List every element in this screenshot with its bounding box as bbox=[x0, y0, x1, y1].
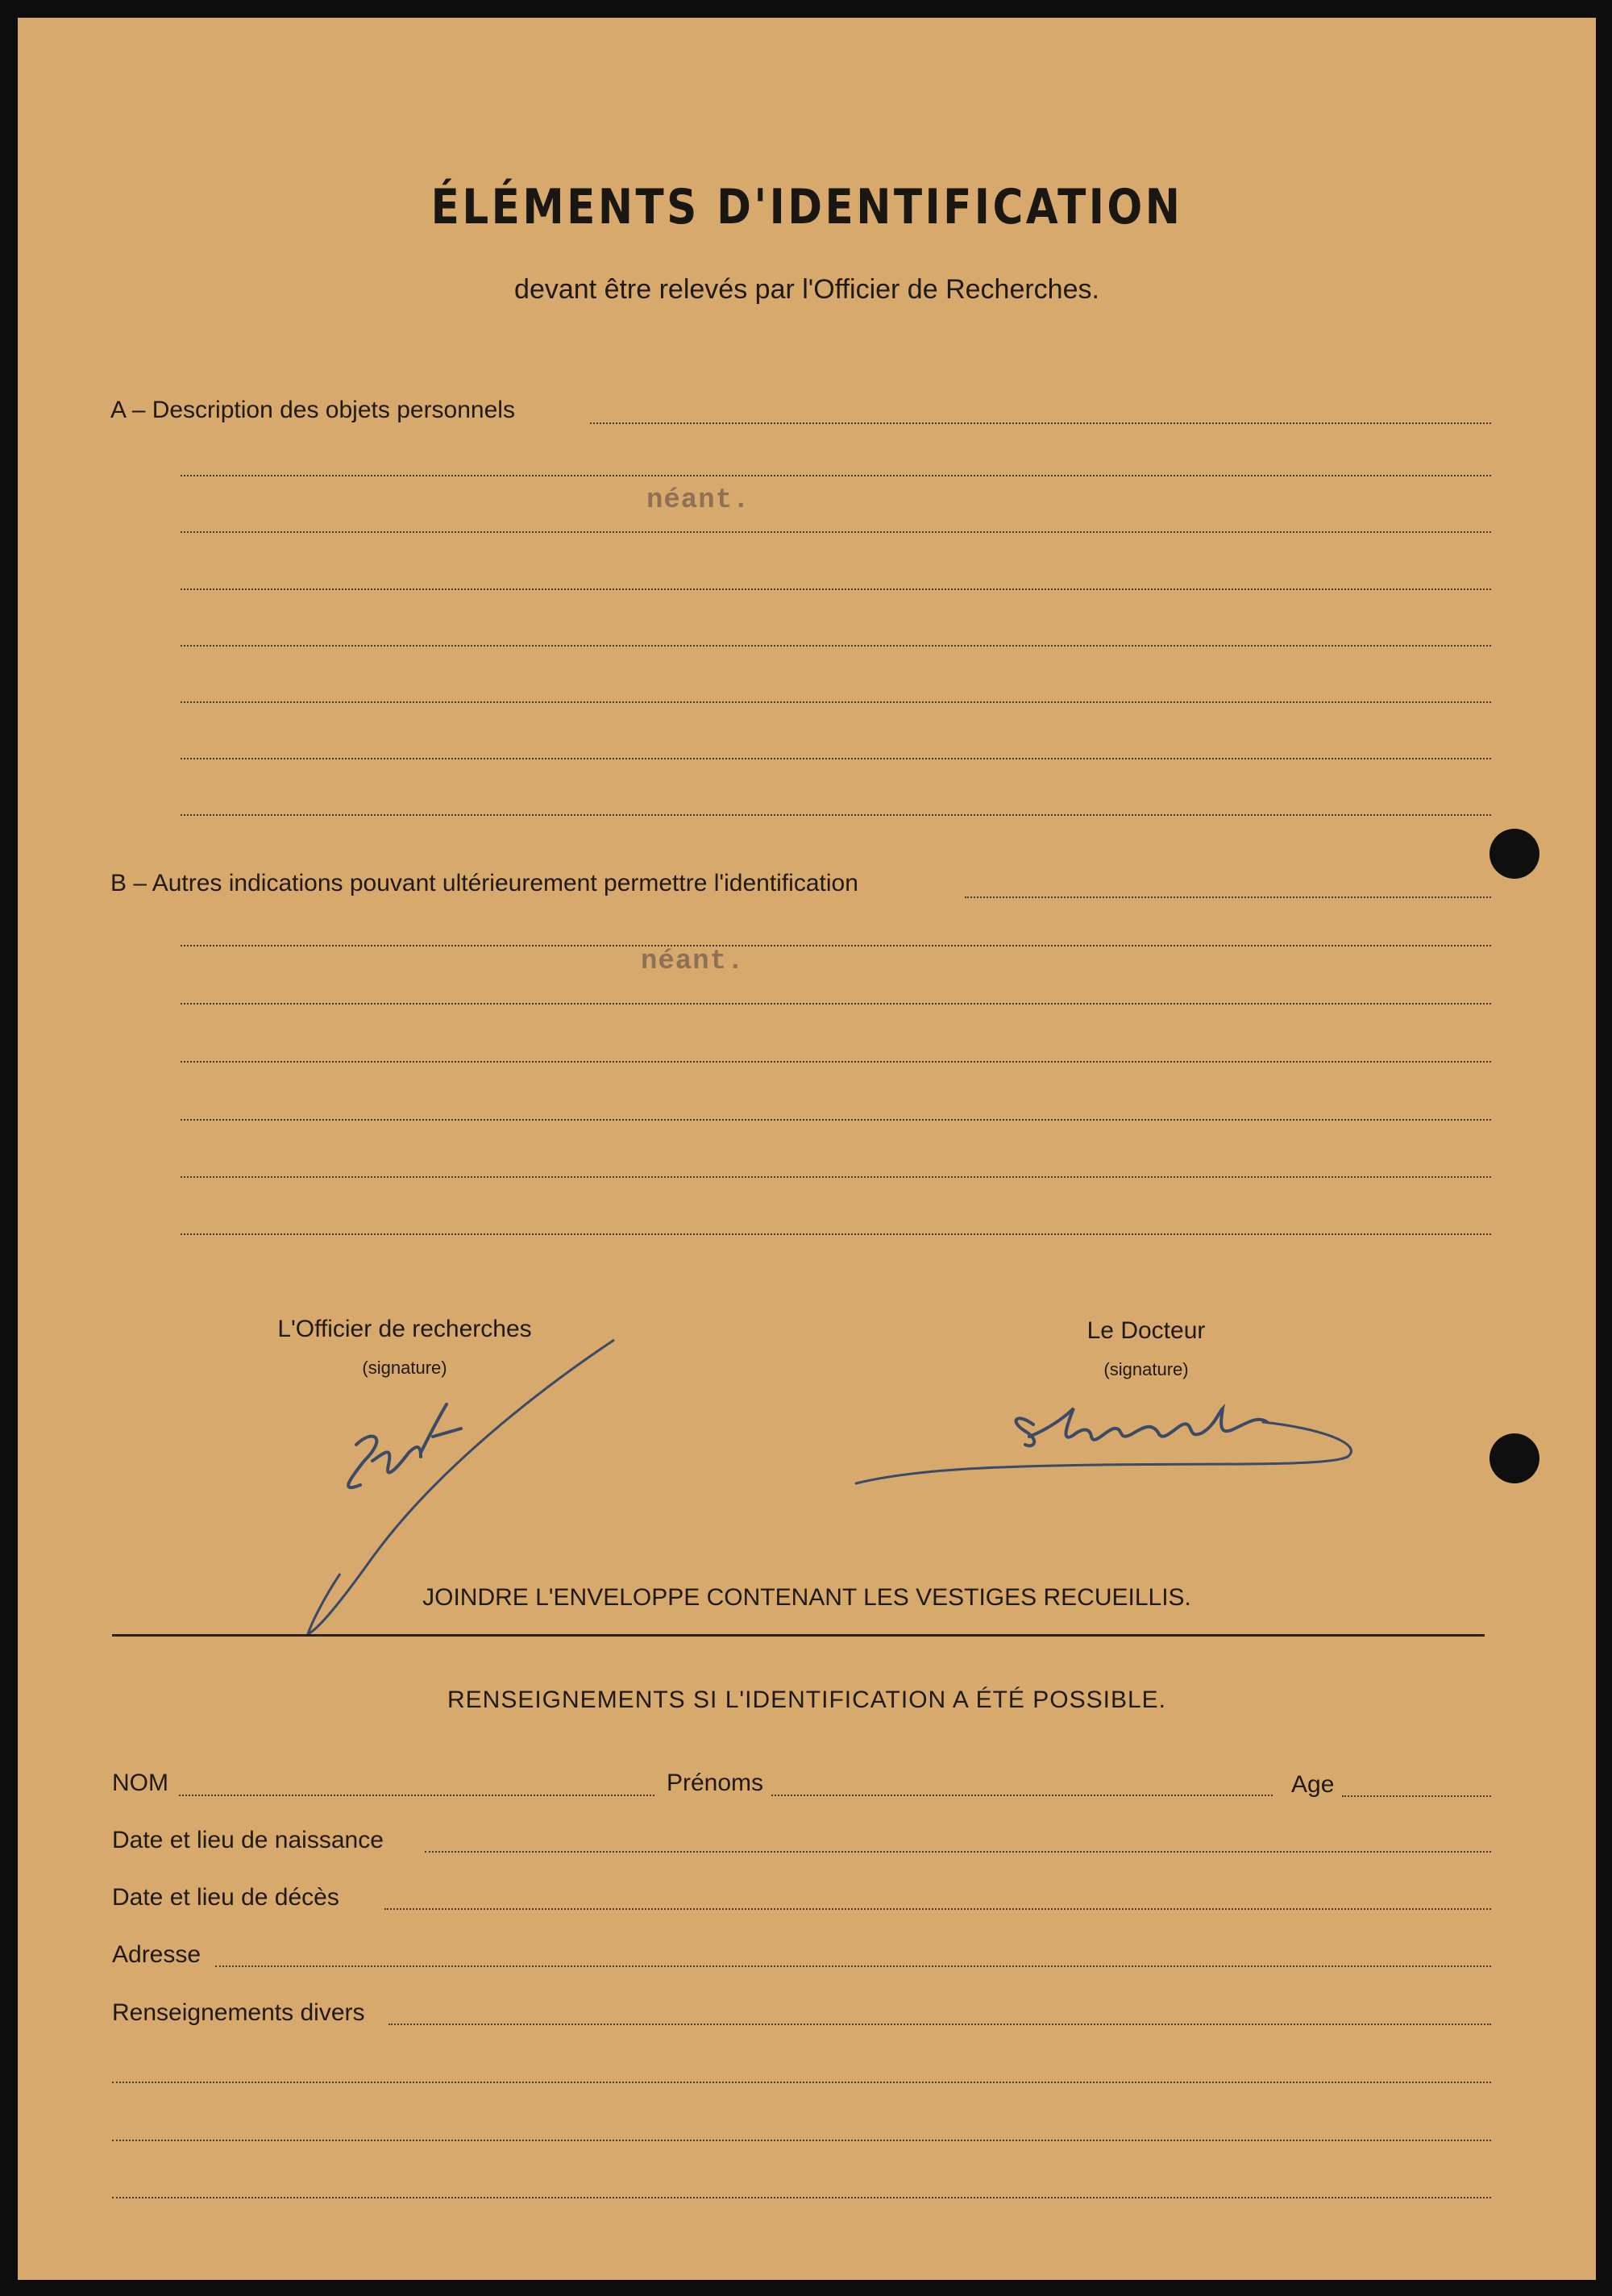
divers-field-1[interactable] bbox=[388, 2024, 1491, 2025]
age-label: Age bbox=[1291, 1771, 1335, 1798]
section-a-line-4[interactable] bbox=[181, 589, 1491, 590]
doctor-signature-caption: (signature) bbox=[1103, 1359, 1189, 1379]
form-page bbox=[18, 18, 1596, 2280]
doctor-signature bbox=[840, 1372, 1404, 1501]
section-b-line-1[interactable] bbox=[965, 896, 1491, 898]
section-divider bbox=[112, 1634, 1485, 1637]
nom-label: NOM bbox=[112, 1770, 168, 1796]
section-a-line-6[interactable] bbox=[181, 701, 1491, 703]
section-a-line-7[interactable] bbox=[181, 758, 1491, 759]
punch-hole-lower bbox=[1489, 1433, 1539, 1483]
section-b-label: B – Autres indications pouvant ultérieurement permettre l'identification bbox=[110, 870, 858, 896]
section-b-line-6[interactable] bbox=[181, 1176, 1491, 1178]
section-b-entry: néant. bbox=[641, 946, 745, 977]
section-b-line-2[interactable] bbox=[181, 945, 1491, 946]
prenoms-label: Prénoms bbox=[667, 1770, 764, 1796]
doctor-signature-title: Le Docteur bbox=[1086, 1317, 1206, 1344]
divers-field-4[interactable] bbox=[112, 2197, 1491, 2198]
section-b-line-4[interactable] bbox=[181, 1061, 1491, 1063]
nom-field[interactable] bbox=[179, 1795, 654, 1796]
divers-field-2[interactable] bbox=[112, 2082, 1491, 2083]
naissance-label: Date et lieu de naissance bbox=[112, 1827, 384, 1853]
naissance-field[interactable] bbox=[425, 1851, 1491, 1853]
divers-field-3[interactable] bbox=[112, 2140, 1491, 2141]
section-b-line-5[interactable] bbox=[181, 1119, 1491, 1121]
section-a-label: A – Description des objets personnels bbox=[110, 397, 515, 423]
age-field[interactable] bbox=[1342, 1795, 1491, 1797]
section-a-entry: néant. bbox=[646, 485, 750, 516]
identification-heading: RENSEIGNEMENTS SI L'IDENTIFICATION A ÉTÉ POSSIBLE. bbox=[447, 1687, 1167, 1713]
section-a-line-8[interactable] bbox=[181, 814, 1491, 816]
section-b-line-3[interactable] bbox=[181, 1003, 1491, 1004]
officer-signature-title: L'Officier de recherches bbox=[277, 1316, 532, 1342]
divers-label: Renseignements divers bbox=[112, 1999, 365, 2026]
deces-label: Date et lieu de décès bbox=[112, 1884, 339, 1911]
deces-field[interactable] bbox=[384, 1908, 1491, 1910]
adresse-label: Adresse bbox=[112, 1941, 202, 1968]
page-subtitle: devant être relevés par l'Officier de Recherches. bbox=[514, 274, 1099, 305]
envelope-instruction: JOINDRE L'ENVELOPPE CONTENANT LES VESTIGES RECUEILLIS. bbox=[422, 1584, 1191, 1611]
section-a-line-1[interactable] bbox=[590, 422, 1491, 424]
section-a-line-3[interactable] bbox=[181, 531, 1491, 533]
officer-signature-caption: (signature) bbox=[362, 1358, 447, 1378]
section-a-line-5[interactable] bbox=[181, 645, 1491, 647]
section-a-line-2[interactable] bbox=[181, 475, 1491, 476]
section-b-line-7[interactable] bbox=[181, 1233, 1491, 1235]
adresse-field[interactable] bbox=[215, 1965, 1491, 1967]
punch-hole-upper bbox=[1489, 829, 1539, 879]
page-title: ÉLÉMENTS D'IDENTIFICATION bbox=[430, 179, 1183, 235]
prenoms-field[interactable] bbox=[771, 1795, 1273, 1796]
